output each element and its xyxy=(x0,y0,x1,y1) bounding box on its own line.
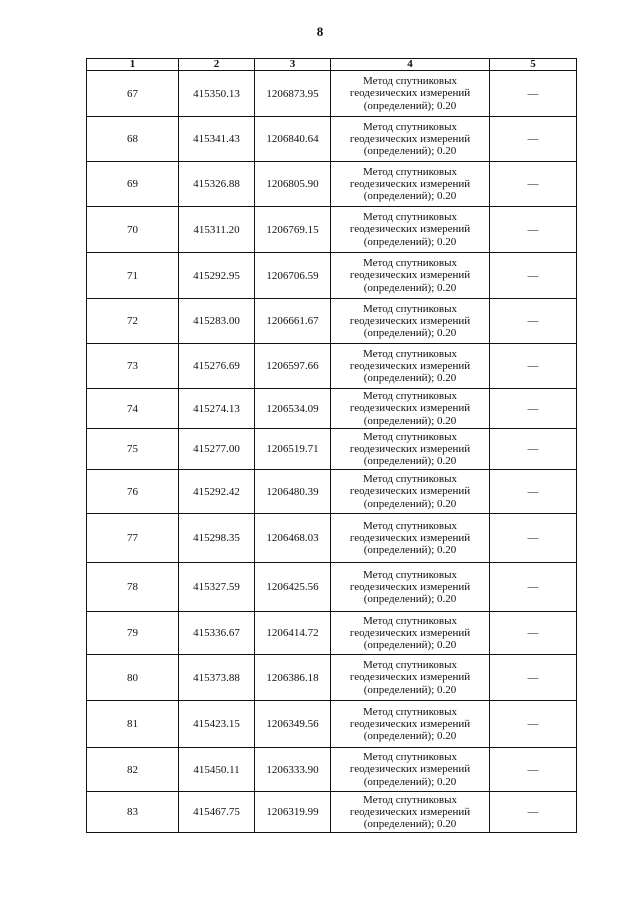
method-line: Метод спутниковых xyxy=(363,165,457,178)
table-row xyxy=(87,429,577,470)
table-row xyxy=(87,253,577,299)
column-header-3: 3 xyxy=(255,59,331,71)
method-line: (определений); 0.20 xyxy=(363,235,457,248)
method-line: геодезических измерений xyxy=(349,531,471,544)
table-row xyxy=(87,655,577,701)
method-line: геодезических измерений xyxy=(349,87,471,100)
method-cell xyxy=(331,207,490,253)
column-5-cell: — xyxy=(490,792,577,833)
point-number-cell: 80 xyxy=(87,655,179,701)
table-row xyxy=(87,748,577,792)
coordinate-x-cell: 415298.35 xyxy=(179,514,255,563)
method-line: (определений); 0.20 xyxy=(363,497,457,510)
method-cell xyxy=(331,470,490,514)
column-5-cell: — xyxy=(490,207,577,253)
coordinate-y-cell: 1206706.59 xyxy=(255,253,331,299)
method-line: геодезических измерений xyxy=(349,177,471,190)
coordinate-y-cell: 1206597.66 xyxy=(255,344,331,389)
method-line: (определений); 0.20 xyxy=(363,818,457,831)
method-line: (определений); 0.20 xyxy=(363,99,457,112)
method-line: геодезических измерений xyxy=(349,314,471,327)
method-line: (определений); 0.20 xyxy=(363,730,457,743)
method-line: Метод спутниковых xyxy=(363,519,457,532)
method-line: Метод спутниковых xyxy=(363,302,457,315)
point-number-cell: 75 xyxy=(87,429,179,470)
coordinate-x-cell: 415341.43 xyxy=(179,117,255,162)
method-line: Метод спутниковых xyxy=(363,347,457,360)
method-line: (определений); 0.20 xyxy=(363,372,457,385)
coordinates-table xyxy=(86,58,577,833)
column-5-cell: — xyxy=(490,253,577,299)
column-header-2: 2 xyxy=(179,59,255,71)
method-line: геодезических измерений xyxy=(349,223,471,236)
coordinate-y-cell: 1206386.18 xyxy=(255,655,331,701)
method-line: Метод спутниковых xyxy=(363,390,457,403)
column-5-cell: — xyxy=(490,563,577,612)
method-cell xyxy=(331,514,490,563)
method-cell xyxy=(331,71,490,117)
coordinate-y-cell: 1206769.15 xyxy=(255,207,331,253)
table-row xyxy=(87,563,577,612)
method-line: Метод спутниковых xyxy=(363,75,457,88)
coordinate-y-cell: 1206805.90 xyxy=(255,162,331,207)
method-line: геодезических измерений xyxy=(349,359,471,372)
method-line: Метод спутниковых xyxy=(363,614,457,627)
method-cell xyxy=(331,253,490,299)
method-line: Метод спутниковых xyxy=(363,120,457,133)
coordinate-y-cell: 1206425.56 xyxy=(255,563,331,612)
table-body xyxy=(87,71,577,833)
method-line: Метод спутниковых xyxy=(363,211,457,224)
coordinate-y-cell: 1206333.90 xyxy=(255,748,331,792)
coordinate-y-cell: 1206840.64 xyxy=(255,117,331,162)
coordinate-y-cell: 1206349.56 xyxy=(255,701,331,748)
coordinate-x-cell: 415283.00 xyxy=(179,299,255,344)
table-row xyxy=(87,344,577,389)
method-line: (определений); 0.20 xyxy=(363,414,457,427)
method-line: геодезических измерений xyxy=(349,442,471,455)
point-number-cell: 70 xyxy=(87,207,179,253)
table-row xyxy=(87,117,577,162)
table-row xyxy=(87,612,577,655)
method-line: Метод спутниковых xyxy=(363,257,457,270)
point-number-cell: 67 xyxy=(87,71,179,117)
method-line: геодезических измерений xyxy=(349,805,471,818)
point-number-cell: 76 xyxy=(87,470,179,514)
coordinate-x-cell: 415276.69 xyxy=(179,344,255,389)
method-line: (определений); 0.20 xyxy=(363,145,457,158)
table-row xyxy=(87,299,577,344)
point-number-cell: 72 xyxy=(87,299,179,344)
method-line: (определений); 0.20 xyxy=(363,639,457,652)
table-row xyxy=(87,792,577,833)
column-header-4: 4 xyxy=(331,59,490,71)
coordinate-x-cell: 415292.95 xyxy=(179,253,255,299)
coordinate-x-cell: 415311.20 xyxy=(179,207,255,253)
coordinate-y-cell: 1206319.99 xyxy=(255,792,331,833)
coordinate-y-cell: 1206414.72 xyxy=(255,612,331,655)
coordinate-x-cell: 415423.15 xyxy=(179,701,255,748)
coordinate-y-cell: 1206468.03 xyxy=(255,514,331,563)
method-cell xyxy=(331,117,490,162)
point-number-cell: 78 xyxy=(87,563,179,612)
point-number-cell: 71 xyxy=(87,253,179,299)
table-row xyxy=(87,470,577,514)
method-cell xyxy=(331,701,490,748)
coordinate-x-cell: 415327.59 xyxy=(179,563,255,612)
column-5-cell: — xyxy=(490,748,577,792)
method-line: (определений); 0.20 xyxy=(363,593,457,606)
method-line: Метод спутниковых xyxy=(363,751,457,764)
coordinate-x-cell: 415274.13 xyxy=(179,389,255,429)
column-5-cell: — xyxy=(490,514,577,563)
table-header-row xyxy=(87,59,577,71)
coordinate-x-cell: 415336.67 xyxy=(179,612,255,655)
column-5-cell: — xyxy=(490,344,577,389)
method-cell xyxy=(331,792,490,833)
method-line: геодезических измерений xyxy=(349,269,471,282)
point-number-cell: 82 xyxy=(87,748,179,792)
method-cell xyxy=(331,299,490,344)
method-line: геодезических измерений xyxy=(349,485,471,498)
point-number-cell: 77 xyxy=(87,514,179,563)
method-cell xyxy=(331,748,490,792)
coordinate-x-cell: 415350.13 xyxy=(179,71,255,117)
method-cell xyxy=(331,429,490,470)
method-line: геодезических измерений xyxy=(349,580,471,593)
table-row xyxy=(87,207,577,253)
point-number-cell: 74 xyxy=(87,389,179,429)
method-line: геодезических измерений xyxy=(349,402,471,415)
column-5-cell: — xyxy=(490,162,577,207)
method-line: (определений); 0.20 xyxy=(363,281,457,294)
table-row xyxy=(87,514,577,563)
column-5-cell: — xyxy=(490,71,577,117)
method-line: (определений); 0.20 xyxy=(363,544,457,557)
method-line: (определений); 0.20 xyxy=(363,190,457,203)
method-line: Метод спутниковых xyxy=(363,568,457,581)
point-number-cell: 83 xyxy=(87,792,179,833)
table-row xyxy=(87,162,577,207)
column-header-1: 1 xyxy=(87,59,179,71)
page-number: 8 xyxy=(316,24,324,39)
coordinate-y-cell: 1206519.71 xyxy=(255,429,331,470)
method-line: геодезических измерений xyxy=(349,132,471,145)
method-cell xyxy=(331,389,490,429)
method-line: (определений); 0.20 xyxy=(363,683,457,696)
coordinate-y-cell: 1206661.67 xyxy=(255,299,331,344)
method-line: (определений); 0.20 xyxy=(363,775,457,788)
column-5-cell: — xyxy=(490,701,577,748)
table-row xyxy=(87,701,577,748)
coordinate-y-cell: 1206534.09 xyxy=(255,389,331,429)
coordinate-x-cell: 415292.42 xyxy=(179,470,255,514)
coordinate-y-cell: 1206480.39 xyxy=(255,470,331,514)
method-line: Метод спутниковых xyxy=(363,430,457,443)
method-line: (определений); 0.20 xyxy=(363,327,457,340)
method-line: геодезических измерений xyxy=(349,763,471,776)
coordinate-x-cell: 415467.75 xyxy=(179,792,255,833)
column-5-cell: — xyxy=(490,117,577,162)
point-number-cell: 69 xyxy=(87,162,179,207)
column-5-cell: — xyxy=(490,389,577,429)
method-cell xyxy=(331,162,490,207)
method-line: (определений); 0.20 xyxy=(363,455,457,468)
coordinate-x-cell: 415450.11 xyxy=(179,748,255,792)
column-header-5: 5 xyxy=(490,59,577,71)
method-line: Метод спутниковых xyxy=(363,705,457,718)
table-row xyxy=(87,71,577,117)
method-line: геодезических измерений xyxy=(349,717,471,730)
table-row xyxy=(87,389,577,429)
point-number-cell: 79 xyxy=(87,612,179,655)
coordinate-y-cell: 1206873.95 xyxy=(255,71,331,117)
method-line: Метод спутниковых xyxy=(363,659,457,672)
method-cell xyxy=(331,655,490,701)
column-5-cell: — xyxy=(490,470,577,514)
point-number-cell: 73 xyxy=(87,344,179,389)
column-5-cell: — xyxy=(490,299,577,344)
coordinate-x-cell: 415277.00 xyxy=(179,429,255,470)
point-number-cell: 81 xyxy=(87,701,179,748)
column-5-cell: — xyxy=(490,612,577,655)
method-cell xyxy=(331,563,490,612)
method-cell xyxy=(331,612,490,655)
method-line: геодезических измерений xyxy=(349,671,471,684)
method-line: Метод спутниковых xyxy=(363,793,457,806)
method-line: геодезических измерений xyxy=(349,626,471,639)
column-5-cell: — xyxy=(490,655,577,701)
method-line: Метод спутниковых xyxy=(363,473,457,486)
coordinate-x-cell: 415326.88 xyxy=(179,162,255,207)
point-number-cell: 68 xyxy=(87,117,179,162)
coordinate-x-cell: 415373.88 xyxy=(179,655,255,701)
method-cell xyxy=(331,344,490,389)
column-5-cell: — xyxy=(490,429,577,470)
